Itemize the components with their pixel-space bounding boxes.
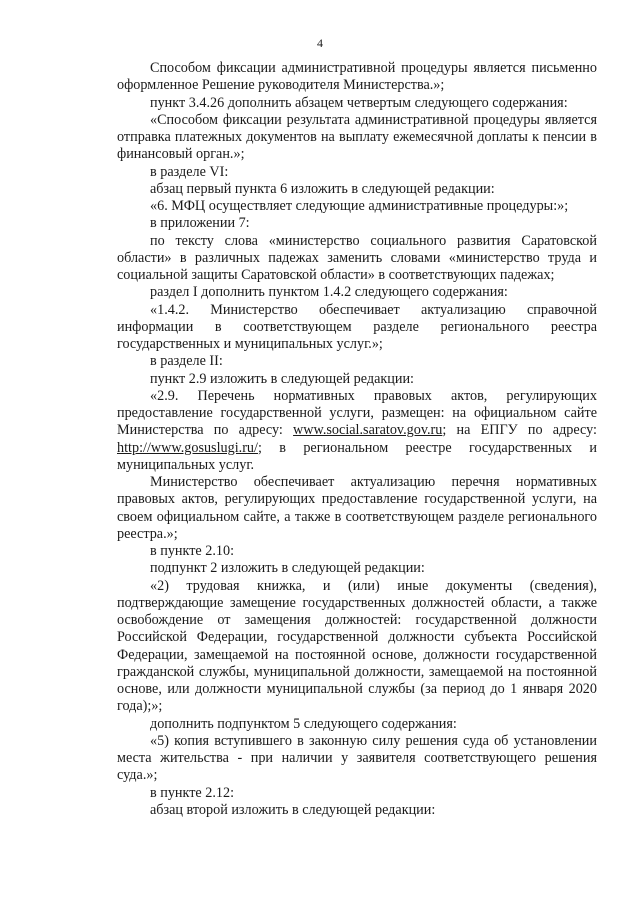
paragraph: раздел I дополнить пунктом 1.4.2 следующего содержания: [150, 284, 508, 301]
paragraph: Способом фиксации административной процедуры является письменно оформленное Решение руководителя Министерства.»; [117, 60, 597, 94]
paragraph: абзац первый пункта 6 изложить в следующей редакции: [150, 180, 495, 197]
paragraph: Министерство обеспечивает актуализацию перечня нормативных правовых актов, регулирующих предоставление государственной услуги, на своем официальном сайте, а также в соответствующем разделе регионального реестра.»; [117, 474, 597, 542]
url-link[interactable]: www.social.saratov.gov.ru [293, 422, 443, 439]
paragraph: дополнить подпунктом 5 следующего содержания: [150, 715, 457, 732]
paragraph: в разделе VI: [150, 163, 229, 180]
url-link[interactable]: http://www.gosuslugi.ru/ [117, 439, 258, 456]
paragraph: в пункте 2.12: [150, 784, 235, 801]
paragraph: по тексту слова «министерство социального развития Саратовской области» в различных падежах заменить словами «министерство труда и социальной защиты Саратовской области» в соответствующих падежах; [117, 232, 597, 283]
paragraph: в разделе II: [150, 353, 223, 370]
paragraph: «1.4.2. Министерство обеспечивает актуализацию справочной информации в соответствующем разделе регионального реестра государственных и муниципальных услуг.»; [117, 301, 597, 352]
paragraph: абзац второй изложить в следующей редакции: [150, 801, 436, 818]
paragraph: в приложении 7: [150, 215, 250, 232]
paragraph: «6. МФЦ осуществляет следующие административные процедуры:»; [150, 198, 569, 214]
paragraph: пункт 2.9 изложить в следующей редакции: [150, 370, 414, 387]
paragraph: пункт 3.4.26 дополнить абзацем четвертым следующего содержания: [150, 94, 568, 111]
paragraph: подпункт 2 изложить в следующей редакции: [150, 560, 425, 577]
paragraph-text: «2.9. Перечень нормативных правовых актов, регулирующих предоставление государственной услуги, размещен: на официальном сайте Министерства по адресу: [117, 387, 597, 439]
page-number: 4 [317, 36, 323, 50]
paragraph [117, 388, 597, 474]
document-body [117, 60, 597, 819]
paragraph: «Способом фиксации результата административной процедуры является отправка платежных документов на выплату ежемесячной доплаты к пенсии в финансовый орган.»; [117, 111, 597, 163]
paragraph-text: ; в региональном реестре государственных и муниципальных услуг. [117, 439, 597, 473]
paragraph: «5) копия вступившего в законную силу решения суда об установлении места жительства - при наличии у заявителя соответствующего решения суда.»; [117, 732, 597, 784]
paragraph-text: ; на ЕПГУ по адресу: [442, 422, 597, 439]
paragraph: в пункте 2.10: [150, 543, 235, 559]
paragraph: «2) трудовая книжка, и (или) иные документы (сведения), подтверждающие замещение государственных должностей области, а также освобождение от замещения должностей: государственной должности Российской Федерации, государственной должности субъекта Российской Федерации, замещаемой на постоянной основе, должности государственной гражданской службы, муниципальной должности, замещаемой на постоянной основе, или должности муниципальной службы (за период до 1 января 2020 года);»; [117, 577, 597, 715]
